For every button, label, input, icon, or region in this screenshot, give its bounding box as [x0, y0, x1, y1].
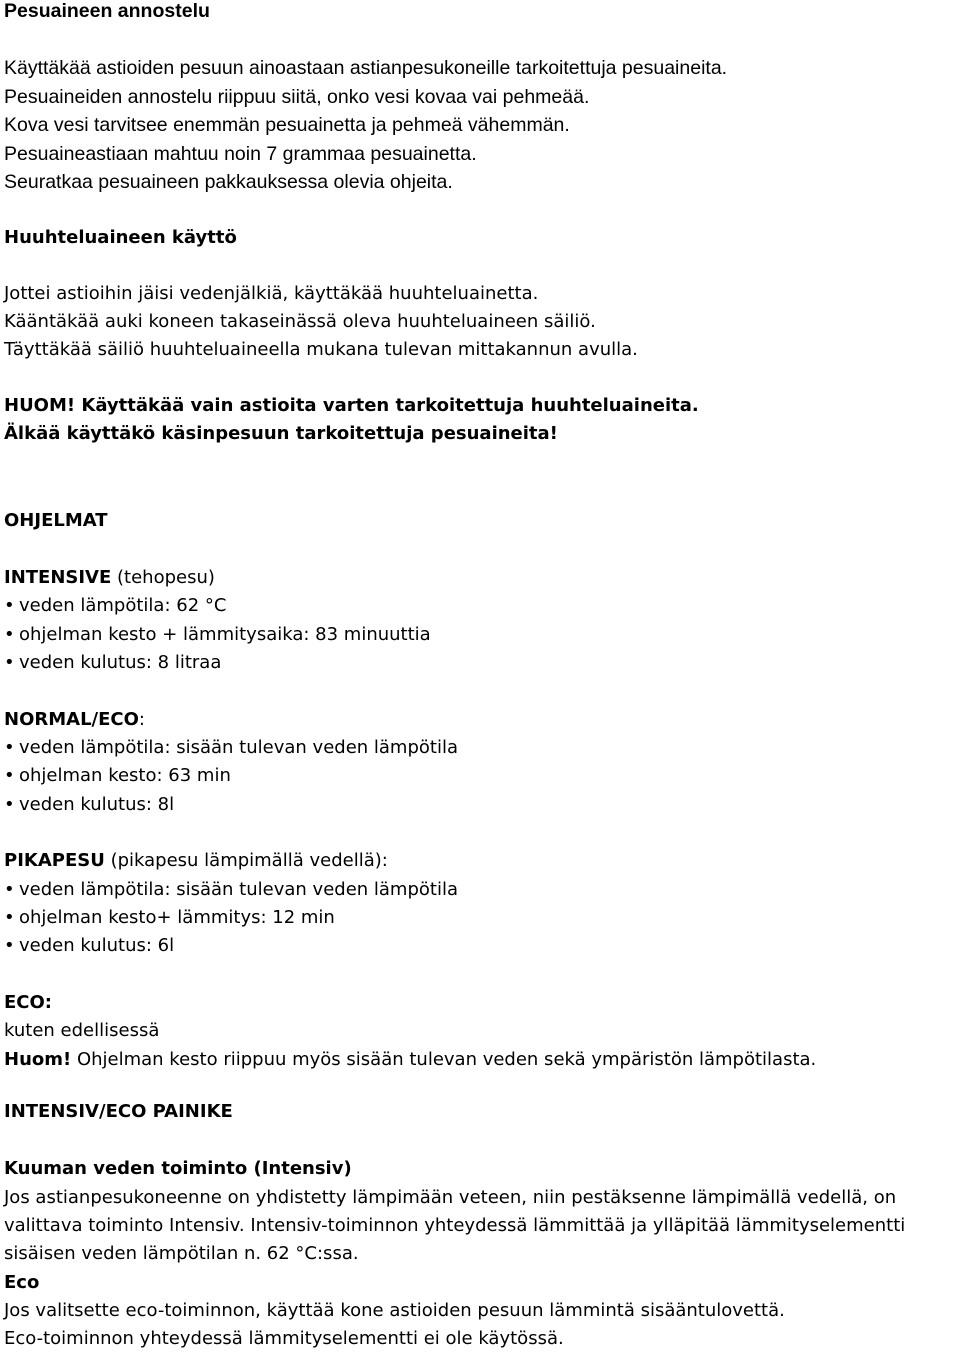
heading-intensiv-eco-button: INTENSIV/ECO PAINIKE	[4, 1101, 233, 1122]
warning-line: HUOM! Käyttäkää vain astioita varten tarkoitettuja huuhteluaineita.	[4, 395, 699, 416]
text-line: sisäisen veden lämpötilan n. 62 °C:ssa.	[4, 1243, 359, 1264]
program-desc: (pikapesu lämpimällä vedellä):	[104, 850, 388, 871]
note-text: Ohjelman kesto riippuu myös sisään tulevan veden sekä ympäristön lämpötilasta.	[71, 1049, 817, 1070]
list-item: • ohjelman kesto: 63 min	[4, 765, 231, 786]
bullet-icon: •	[4, 935, 15, 956]
text-line: Täyttäkää säiliö huuhteluaineella mukana tulevan mittakannun avulla.	[4, 339, 638, 360]
program-desc: :	[138, 709, 145, 730]
note-line	[4, 1051, 816, 1069]
text-line: kuten edellisessä	[4, 1020, 160, 1041]
note-label: Huom!	[4, 1049, 72, 1070]
list-item: • veden kulutus: 8 litraa	[4, 652, 222, 673]
program-quick-title	[4, 852, 388, 870]
bullet-icon: •	[4, 595, 15, 616]
bullet-icon: •	[4, 907, 15, 928]
program-intensive-title	[4, 569, 215, 587]
text-line: Seuratkaa pesuaineen pakkauksessa olevia ohjeita.	[4, 171, 453, 193]
list-item: • veden kulutus: 8l	[4, 794, 175, 815]
program-normal-title	[4, 711, 145, 729]
heading-programs: OHJELMAT	[4, 510, 108, 531]
list-item: • veden lämpötila: sisään tulevan veden lämpötila	[4, 879, 458, 900]
program-name: NORMAL/ECO	[4, 709, 139, 730]
list-item: • veden kulutus: 6l	[4, 935, 175, 956]
list-item: • veden lämpötila: sisään tulevan veden lämpötila	[4, 737, 458, 758]
bullet-icon: •	[4, 879, 15, 900]
text-line: Kova vesi tarvitsee enemmän pesuainetta ja pehmeä vähemmän.	[4, 114, 570, 136]
program-desc: (tehopesu)	[111, 567, 215, 588]
bullet-icon: •	[4, 765, 15, 786]
text-line: Kääntäkää auki koneen takaseinässä oleva huuhteluaineen säiliö.	[4, 311, 596, 332]
bullet-icon: •	[4, 737, 15, 758]
program-name: INTENSIVE	[4, 567, 112, 588]
text-line: valittava toiminto Intensiv. Intensiv-toiminnon yhteydessä lämmittää ja ylläpitää lämmityselementti	[4, 1215, 906, 1236]
heading-detergent-dosing: Pesuaineen annostelu	[4, 0, 210, 22]
list-item: • veden lämpötila: 62 °C	[4, 595, 227, 616]
text-line: Jos valitsette eco-toiminnon, käyttää kone astioiden pesuun lämmintä sisääntulovettä.	[4, 1300, 785, 1321]
program-name: PIKAPESU	[4, 850, 105, 871]
warning-line: Älkää käyttäkö käsinpesuun tarkoitettuja pesuaineita!	[4, 423, 558, 444]
text-line: Jottei astioihin jäisi vedenjälkiä, käyttäkää huuhteluainetta.	[4, 283, 539, 304]
bullet-icon: •	[4, 652, 15, 673]
list-item: • ohjelman kesto + lämmitysaika: 83 minuuttia	[4, 624, 431, 645]
list-item: • ohjelman kesto+ lämmitys: 12 min	[4, 907, 335, 928]
program-eco-title: ECO:	[4, 992, 53, 1013]
text-line: Pesuaineastiaan mahtuu noin 7 grammaa pesuainetta.	[4, 143, 477, 165]
subheading-eco: Eco	[4, 1272, 40, 1293]
text-line: Jos astianpesukoneenne on yhdistetty lämpimään veteen, niin pestäksenne lämpimällä vedellä, on	[4, 1187, 897, 1208]
bullet-icon: •	[4, 794, 15, 815]
bullet-icon: •	[4, 624, 15, 645]
text-line: Eco-toiminnon yhteydessä lämmityselementti ei ole käytössä.	[4, 1328, 564, 1349]
subheading-hot-water: Kuuman veden toiminto (Intensiv)	[4, 1158, 352, 1179]
text-line: Pesuaineiden annostelu riippuu siitä, onko vesi kovaa vai pehmeää.	[4, 86, 590, 108]
heading-rinse-aid: Huuhteluaineen käyttö	[4, 227, 237, 248]
text-line: Käyttäkää astioiden pesuun ainoastaan astianpesukoneille tarkoitettuja pesuaineita.	[4, 57, 728, 79]
